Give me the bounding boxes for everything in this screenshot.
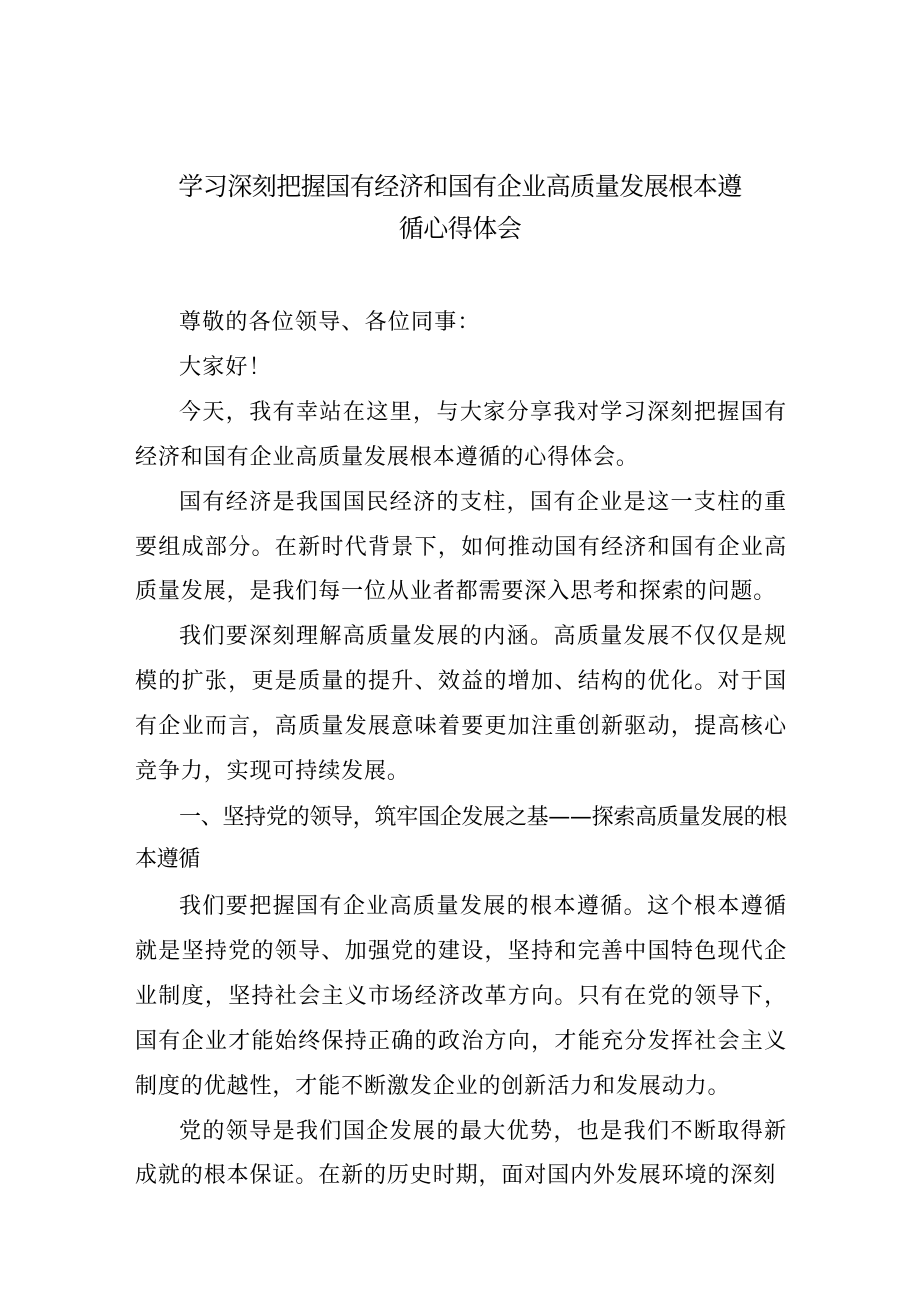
greeting: 大家好！: [179, 354, 272, 380]
body-paragraph: 党的领导是我们国企发展的最大优势，也是我们不断取得新成就的根本保证。在新的历史时期，面对国内外发展环境的深刻: [135, 1118, 787, 1189]
body-paragraph: 我们要把握国有企业高质量发展的根本遵循。这个根本遵循就是坚持党的领导、加强党的建设，坚持和完善中国特色现代企业制度，坚持社会主义市场经济改革方向。只有在党的领导下，国有企业才能始终保持正确的政治方向，才能充分发挥社会主义制度的优越性，才能不断激发企业的创新活力和发展动力。: [135, 893, 787, 1099]
body-paragraph: 我们要深刻理解高质量发展的内涵。高质量发展不仅仅是规模的扩张，更是质量的提升、效益的增加、结构的优化。对于国有企业而言，高质量发展意味着要更加注重创新驱动，提高核心竞争力，实现可持续发展。: [135, 624, 787, 785]
document-title-line-1: 学习深刻把握国有经济和国有企业高质量发展根本遵: [178, 172, 742, 201]
body-paragraph: 国有经济是我国国民经济的支柱，国有企业是这一支柱的重要组成部分。在新时代背景下，如何推动国有经济和国有企业高质量发展，是我们每一位从业者都需要深入思考和探索的问题。: [135, 489, 787, 605]
body-paragraph: 今天，我有幸站在这里，与大家分享我对学习深刻把握国有经济和国有企业高质量发展根本遵循的心得体会。: [135, 399, 787, 470]
document-body: [135, 301, 787, 1199]
section-heading: 一、坚持党的领导，筑牢国企发展之基——探索高质量发展的根本遵循: [135, 804, 787, 872]
salutation: 尊敬的各位领导、各位同事：: [179, 310, 481, 335]
document-title-line-2: 循心得体会: [398, 214, 522, 243]
